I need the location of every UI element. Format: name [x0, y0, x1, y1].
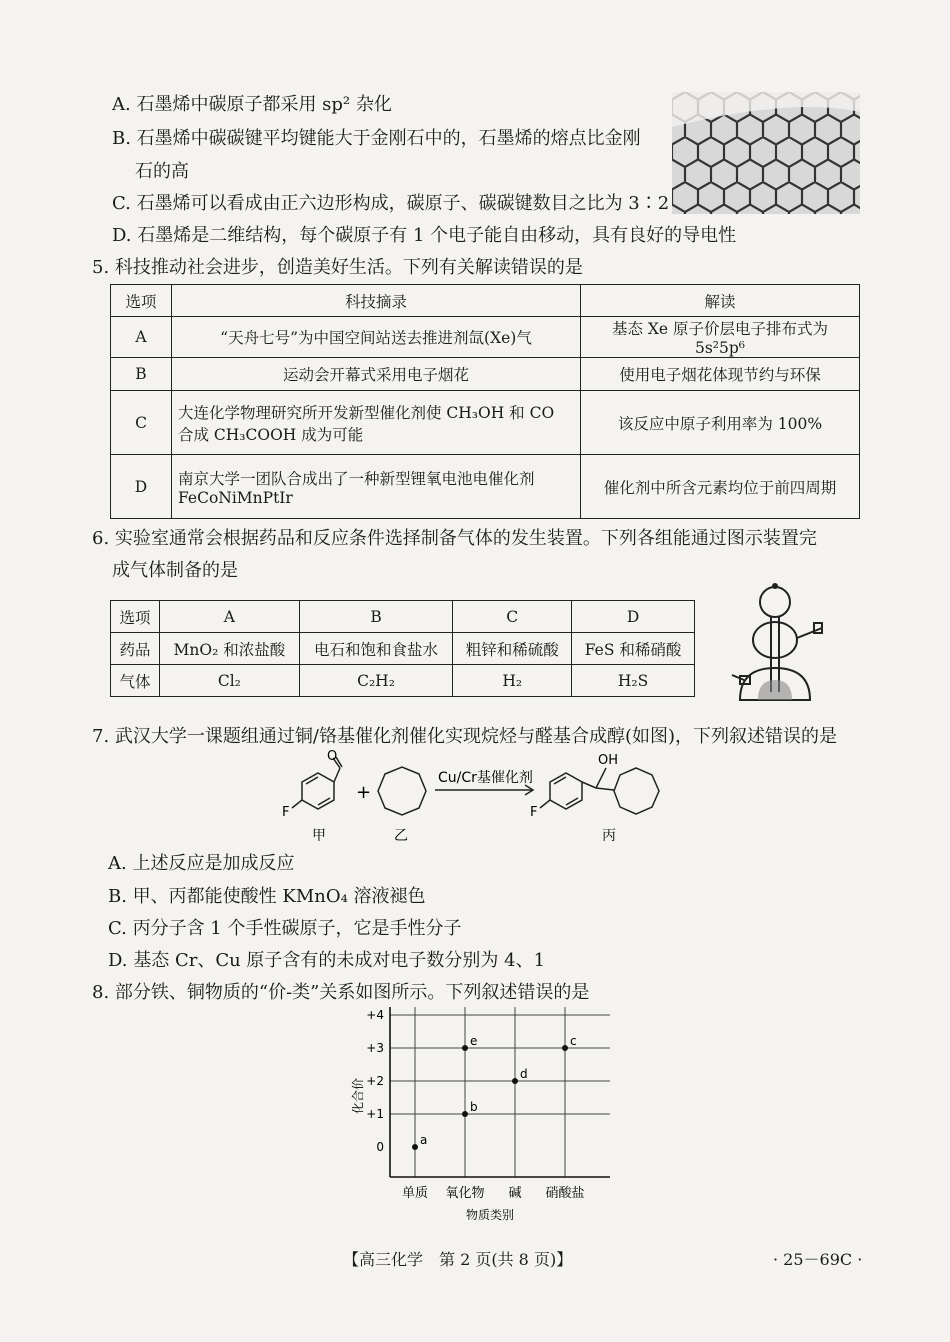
q5-row-extract-line2: FeCoNiMnPtIr	[178, 488, 293, 507]
table-row	[111, 633, 695, 665]
footer-code: · 25－69C ·	[773, 1250, 863, 1269]
label-jia: 甲	[312, 828, 326, 844]
table-row	[111, 391, 860, 455]
q5-row-note: 催化剂中所含元素均位于前四周期	[581, 455, 860, 519]
q6-row-label: 选项	[111, 601, 160, 633]
x-axis-label: 物质类别	[465, 1208, 515, 1222]
chart-y-ticks	[366, 1008, 384, 1154]
q5-row-note: 基态 Xe 原子价层电子排布式为 5s²5p⁶	[581, 317, 860, 358]
q5-header-option: 选项	[111, 285, 172, 317]
cyclooctane-ring	[378, 767, 426, 815]
data-point-label: c	[570, 1034, 577, 1048]
q7-option-c: C. 丙分子含 1 个手性碳原子，它是手性分子	[108, 918, 462, 939]
q5-header-note: 解读	[581, 285, 860, 317]
catalyst-label: Cu/Cr基催化剂	[438, 770, 533, 786]
atom-f-jia: F	[282, 805, 290, 820]
q7-stem: 7. 武汉大学一课题组通过铜/铬基催化剂催化实现烷烃与醛基合成醇(如图)，下列叙述错误的是	[92, 726, 838, 747]
q5-row-extract: 运动会开幕式采用电子烟花	[172, 358, 581, 391]
q6-option: C	[453, 601, 572, 633]
label-yi: 乙	[394, 828, 408, 844]
q5-row-note: 使用电子烟花体现节约与环保	[581, 358, 860, 391]
q6-gas: H₂S	[572, 665, 695, 697]
q4-option-c: C. 石墨烯可以看成由正六边形构成，碳原子、碳碳键数目之比为 3∶2	[112, 193, 670, 214]
table-row	[111, 317, 860, 358]
chart-axes	[390, 1007, 610, 1177]
y-tick-label: 0	[376, 1140, 384, 1154]
q7-option-d: D. 基态 Cr、Cu 原子含有的未成对电子数分别为 4、1	[108, 950, 546, 971]
chart-x-ticks	[402, 1185, 585, 1201]
y-axis-label: 化合价	[351, 1077, 365, 1114]
q5-row-note: 该反应中原子利用率为 100%	[581, 391, 860, 455]
q6-reagent: 粗锌和稀硫酸	[453, 633, 572, 665]
q5-row-option: C	[111, 391, 172, 455]
table-row	[111, 665, 695, 697]
q7-option-a: A. 上述反应是加成反应	[108, 853, 295, 874]
atom-f-bing: F	[530, 805, 538, 820]
q5-header-extract: 科技摘录	[172, 285, 581, 317]
table-row	[111, 601, 695, 633]
data-point	[462, 1111, 468, 1117]
graphene-figure	[672, 92, 860, 214]
q5-stem: 5. 科技推动社会进步，创造美好生活。下列有关解读错误的是	[92, 257, 583, 278]
valence-category-chart	[340, 1002, 610, 1224]
data-point	[412, 1144, 418, 1150]
data-point	[462, 1045, 468, 1051]
atom-oh: OH	[598, 753, 619, 768]
q6-gas: Cl₂	[160, 665, 300, 697]
q4-option-d: D. 石墨烯是二维结构，每个碳原子有 1 个电子能自由移动，具有良好的导电性	[112, 225, 737, 246]
q6-option: D	[572, 601, 695, 633]
q6-row-label: 药品	[111, 633, 160, 665]
q5-row-extract	[172, 391, 581, 455]
table-row	[111, 455, 860, 519]
q5-row-option: A	[111, 317, 172, 358]
q6-row-label: 气体	[111, 665, 160, 697]
data-point-label: d	[520, 1067, 528, 1081]
q5-row-option: B	[111, 358, 172, 391]
q4-option-b: B. 石墨烯中碳碳键平均键能大于金刚石中的，石墨烯的熔点比金刚	[112, 128, 641, 149]
benzene-ring-bing	[550, 773, 582, 809]
footer-page-info: 【高三化学 第 2 页(共 8 页)】	[343, 1250, 573, 1269]
q6-reagent: FeS 和稀硝酸	[572, 633, 695, 665]
reaction-scheme	[270, 748, 670, 848]
q6-stem-line1: 6. 实验室通常会根据药品和反应条件选择制备气体的发生装置。下列各组能通过图示装置完	[92, 528, 817, 549]
q5-row-option: D	[111, 455, 172, 519]
y-tick-label: +4	[366, 1008, 384, 1022]
q6-option: B	[299, 601, 453, 633]
q6-reagent: MnO₂ 和浓盐酸	[160, 633, 300, 665]
q5-row-extract-line1: 南京大学一团队合成出了一种新型锂氧电池电催化剂	[178, 469, 535, 488]
data-point-label: a	[420, 1133, 428, 1147]
q5-row-extract-line2: 合成 CH₃COOH 成为可能	[178, 425, 364, 444]
q5-row-extract	[172, 455, 581, 519]
q6-reagent: 电石和饱和食盐水	[299, 633, 453, 665]
x-tick-label: 氧化物	[445, 1186, 485, 1201]
q6-stem-line2: 成气体制备的是	[112, 560, 238, 581]
label-bing: 丙	[602, 828, 616, 844]
chart-grid	[390, 1007, 610, 1177]
x-tick-label: 碱	[508, 1186, 522, 1201]
q6-table	[110, 600, 695, 697]
x-tick-label: 单质	[401, 1186, 429, 1201]
plus-sign: +	[356, 782, 372, 803]
data-point	[512, 1078, 518, 1084]
q6-gas: C₂H₂	[299, 665, 453, 697]
table-row	[111, 358, 860, 391]
y-tick-label: +1	[366, 1107, 384, 1121]
y-tick-label: +3	[366, 1041, 384, 1055]
q4-option-a: A. 石墨烯中碳原子都采用 sp² 杂化	[112, 94, 392, 115]
x-tick-label: 硝酸盐	[545, 1186, 585, 1201]
benzene-ring-jia	[302, 773, 334, 809]
data-point-label: b	[470, 1100, 478, 1114]
q4-option-b-cont: 石的高	[135, 161, 189, 182]
chart-points	[412, 1034, 577, 1150]
data-point	[562, 1045, 568, 1051]
y-tick-label: +2	[366, 1074, 384, 1088]
data-point-label: e	[470, 1034, 478, 1048]
q5-row-extract: “天舟七号”为中国空间站送去推进剂氙(Xe)气	[172, 317, 581, 358]
kipp-apparatus-figure	[728, 580, 838, 710]
q7-option-b: B. 甲、丙都能使酸性 KMnO₄ 溶液褪色	[108, 886, 426, 907]
q5-row-extract-line1: 大连化学物理研究所开发新型催化剂使 CH₃OH 和 CO	[178, 403, 555, 422]
q6-gas: H₂	[453, 665, 572, 697]
q8-stem: 8. 部分铁、铜物质的“价-类”关系如图所示。下列叙述错误的是	[92, 982, 590, 1003]
q5-table	[110, 284, 860, 519]
atom-o: O	[327, 749, 338, 764]
q6-option: A	[160, 601, 300, 633]
